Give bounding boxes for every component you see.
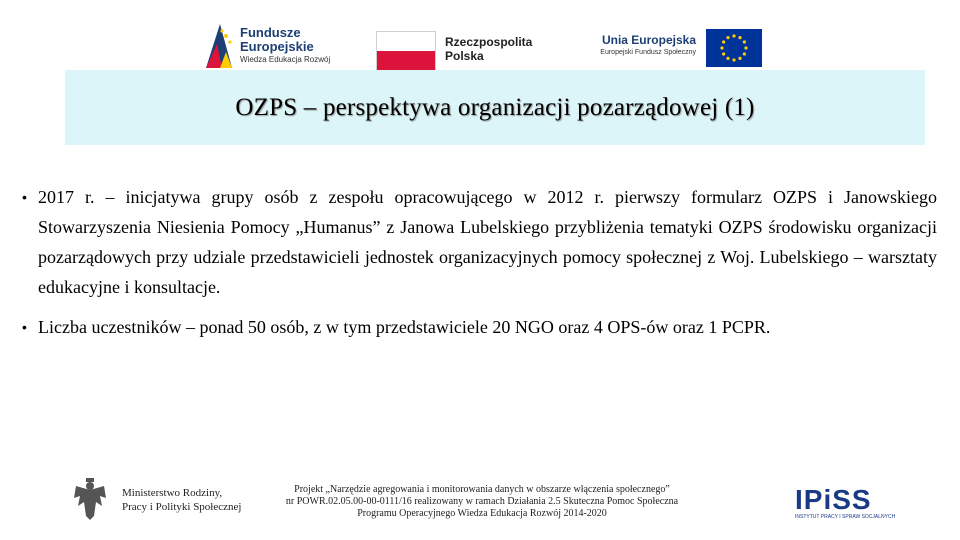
fundusze-line1: Fundusze xyxy=(240,25,301,40)
ministry-logo xyxy=(122,486,241,514)
fundusze-europejskie-logo xyxy=(240,26,330,66)
bullet-item xyxy=(22,182,937,302)
bullet-text: 2017 r. – inicjatywa grupy osób z zespołu opracowującego w 2012 r. pierwszy formularz OZPS i Janowskiego Stowarzyszenia Niesienia Pomocy „Humanus” z Janowa Lubelskiego przybliżenia tematyki OZPS środowisku organizacji pozarządowych przy udziale przedstawicieli jednostek organizacyjnych pomocy społecznej z Woj. Lubelskiego – warsztaty edukacyjne i konsultacje. xyxy=(38,187,937,297)
ipiss-logo-text: IPiSS xyxy=(795,484,872,515)
footer-logos xyxy=(0,470,960,530)
bullet-dot-icon: • xyxy=(22,319,27,335)
ministry-line1: Ministerstwo Rodziny, xyxy=(122,487,223,499)
ipiss-logo xyxy=(795,486,895,521)
unia-line2: Europejski Fundusz Społeczny xyxy=(600,49,696,56)
project-line2: nr POWR.02.05.00-00-0111/16 realizowany w ramach Działania 2.5 Skuteczna Pomoc Społeczna xyxy=(285,496,679,507)
bullet-text: Liczba uczestników – ponad 50 osób, z w tym przedstawiciele 20 NGO oraz 4 OPS-ów oraz 1 PCPR. xyxy=(38,317,771,337)
eu-flag-icon xyxy=(706,29,762,67)
rzeczpospolita-polska-logo xyxy=(445,35,532,63)
slide-content xyxy=(22,182,937,342)
project-line3: Programu Operacyjnego Wiedza Edukacja Rozwój 2014-2020 xyxy=(357,508,607,519)
bullet-item xyxy=(22,312,937,342)
unia-line1: Unia Europejska xyxy=(601,33,696,47)
ministry-line2: Pracy i Polityki Społecznej xyxy=(122,501,242,513)
ipiss-subtitle: INSTYTUT PRACY I SPRAW SOCJALNYCH xyxy=(795,514,896,520)
polish-eagle-icon xyxy=(72,476,108,522)
title-banner xyxy=(65,70,925,145)
fundusze-line2: Europejskie xyxy=(240,39,314,54)
fundusze-europejskie-emblem-icon xyxy=(204,22,234,70)
poland-flag-icon xyxy=(376,31,436,71)
unia-europejska-logo xyxy=(574,33,696,58)
bullet-dot-icon: • xyxy=(22,189,27,205)
slide-title: OZPS – perspektywa organizacji pozarządowej (1) xyxy=(235,93,755,121)
rzeczpospolita-line2: Polska xyxy=(445,49,484,63)
project-info xyxy=(262,484,702,520)
header-logo-strip xyxy=(198,18,768,74)
fundusze-line3: Wiedza Edukacja Rozwój xyxy=(240,55,331,64)
project-line1: Projekt „Narzędzie agregowania i monitorowania danych w obszarze włączenia społecznego” xyxy=(294,484,670,495)
rzeczpospolita-line1: Rzeczpospolita xyxy=(445,35,533,49)
